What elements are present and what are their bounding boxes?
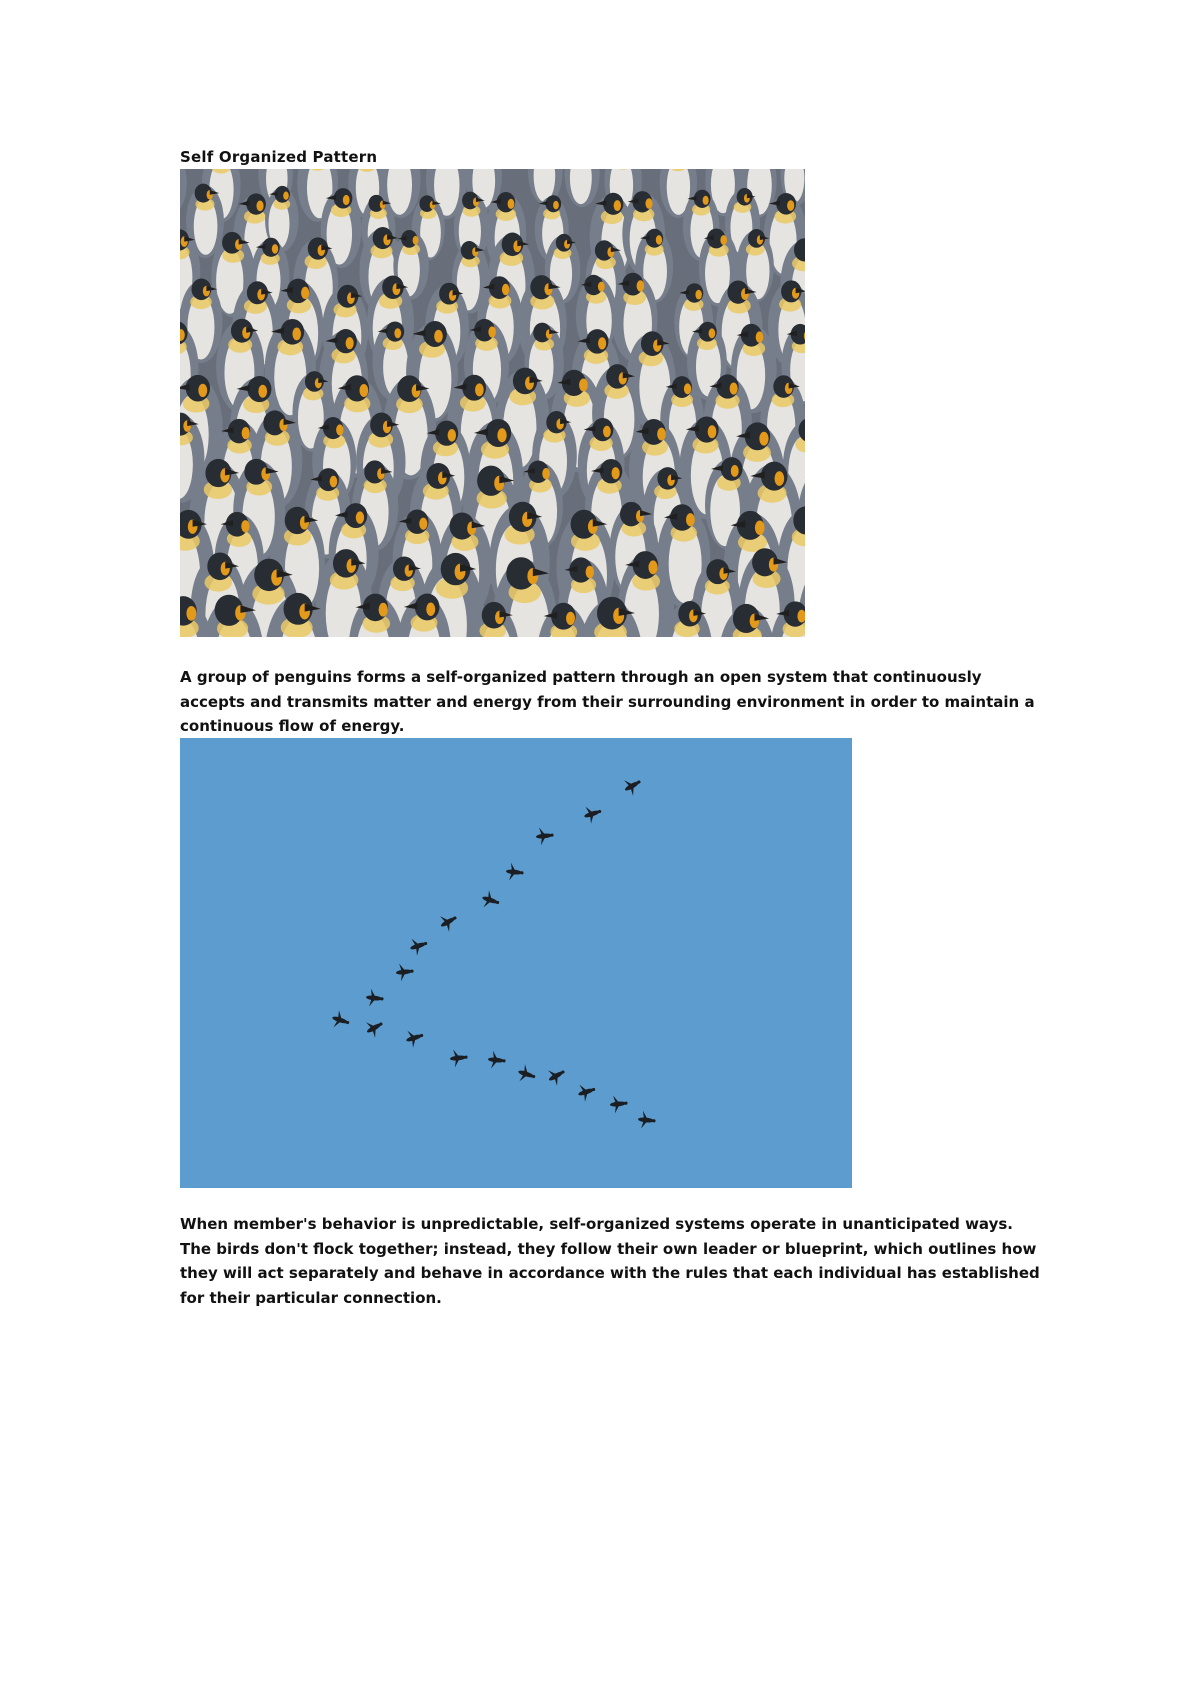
paragraph-penguins: A group of penguins forms a self-organized pattern through an open system that continuously accepts and transmits matter and energy from their surrounding environment in order to maintain a continuous flow of energy. [180,668,1035,735]
page-title: Self Organized Pattern [180,148,378,166]
bird-flock-photo [180,738,852,1188]
penguin-colony-photo [180,169,805,637]
penguin-colony-image [180,169,805,637]
paragraph-birds: When member's behavior is unpredictable, self-organized systems operate in unanticipated ways. The birds don't flock together; instead, they follow their own leader or blueprint, which outlines how they will act separately and behave in accordance with the rules that each individual has established for their particular connection. [180,1215,1040,1307]
bird-flock-image [180,738,852,1188]
